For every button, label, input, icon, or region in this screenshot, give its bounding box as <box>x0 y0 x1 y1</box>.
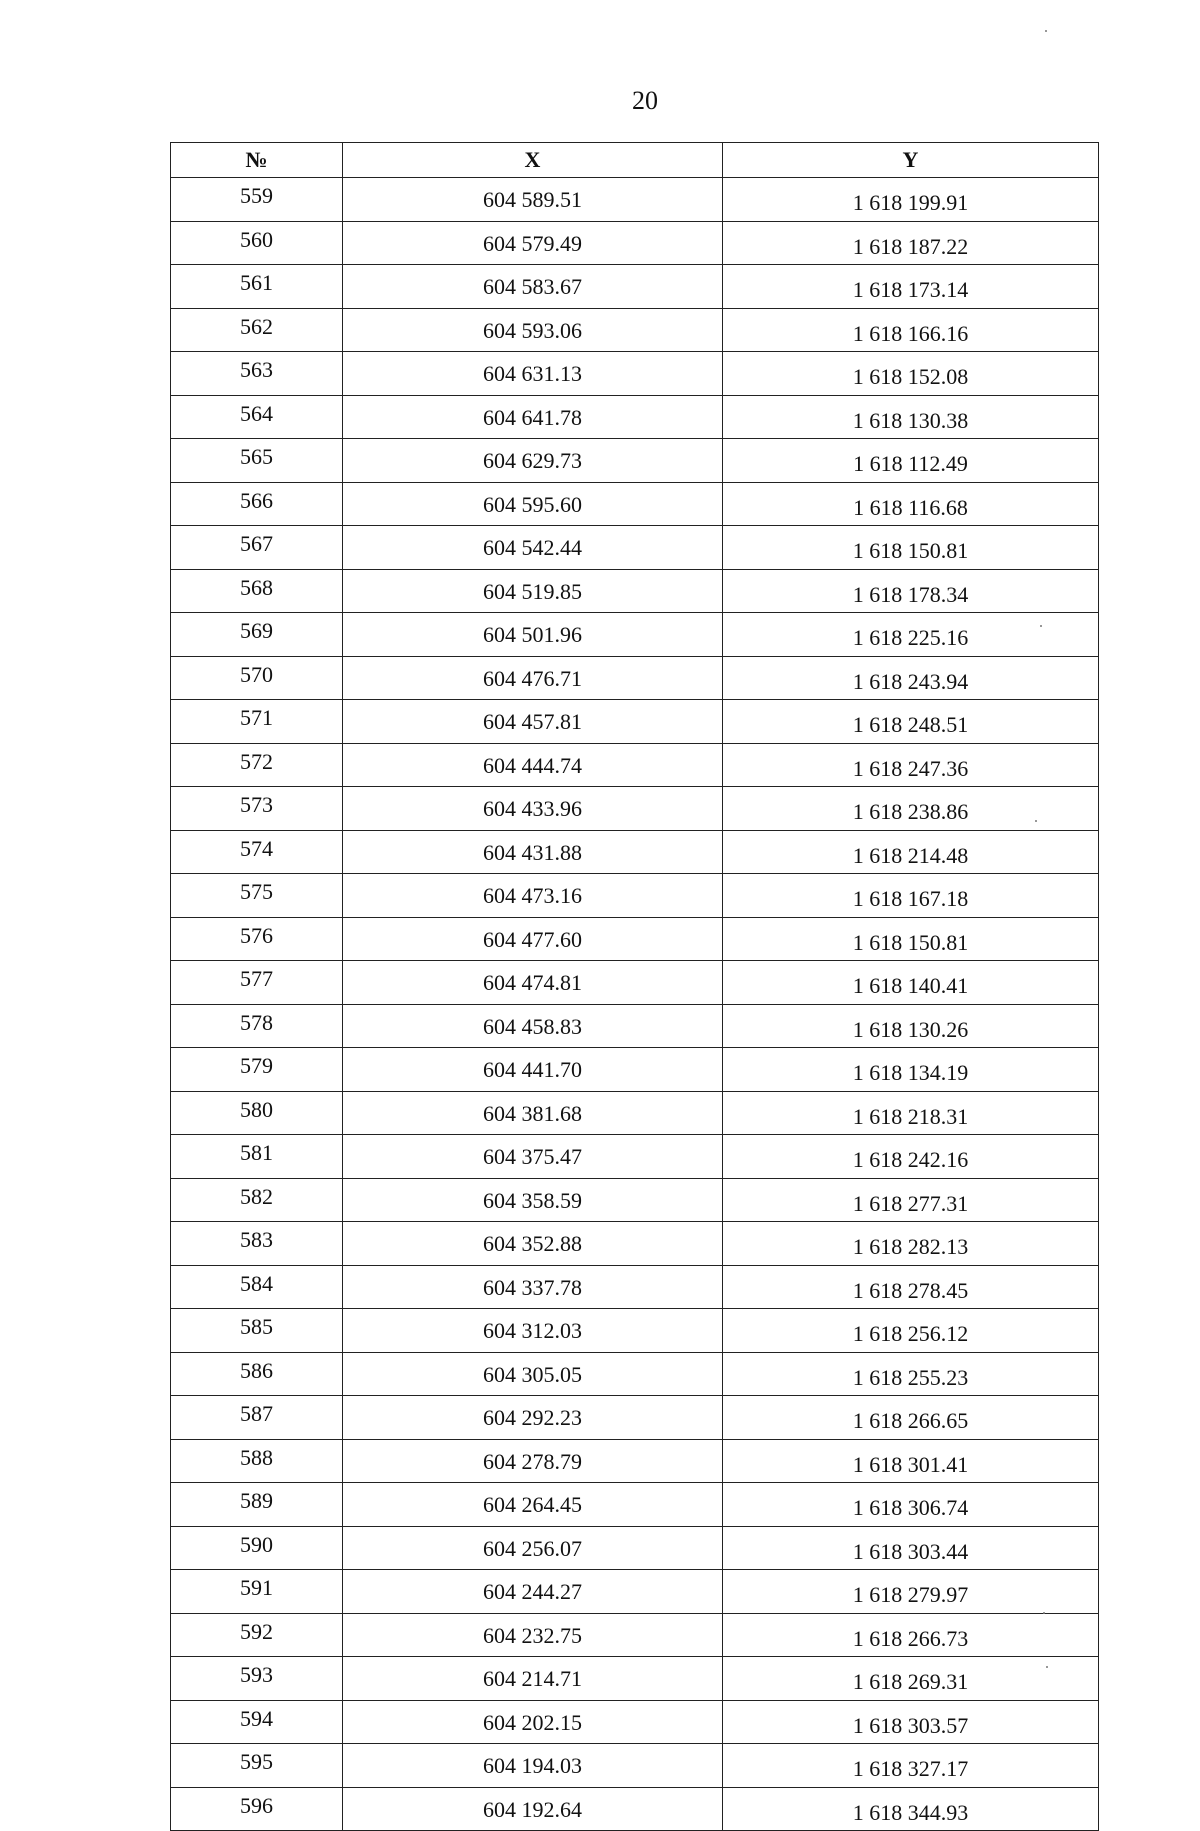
x-coordinate: 604 337.78 <box>343 1265 723 1309</box>
row-number: 582 <box>171 1178 343 1222</box>
x-coordinate: 604 641.78 <box>343 395 723 439</box>
y-coordinate: 1 618 152.08 <box>723 352 1099 396</box>
row-number: 592 <box>171 1613 343 1657</box>
x-coordinate: 604 244.27 <box>343 1570 723 1614</box>
table-row <box>171 569 1099 613</box>
table-row <box>171 352 1099 396</box>
row-number: 596 <box>171 1787 343 1831</box>
x-coordinate: 604 629.73 <box>343 439 723 483</box>
y-coordinate: 1 618 301.41 <box>723 1439 1099 1483</box>
table-row <box>171 1787 1099 1831</box>
row-number: 563 <box>171 352 343 396</box>
scan-speck <box>1035 820 1037 822</box>
row-number: 594 <box>171 1700 343 1744</box>
table-row <box>171 1439 1099 1483</box>
y-coordinate: 1 618 243.94 <box>723 656 1099 700</box>
x-coordinate: 604 542.44 <box>343 526 723 570</box>
row-number: 586 <box>171 1352 343 1396</box>
table-row <box>171 1570 1099 1614</box>
row-number: 578 <box>171 1004 343 1048</box>
row-number: 570 <box>171 656 343 700</box>
coordinates-table <box>170 142 1099 1831</box>
header-y: Y <box>723 143 1099 178</box>
header-x: X <box>343 143 723 178</box>
row-number: 559 <box>171 178 343 222</box>
x-coordinate: 604 519.85 <box>343 569 723 613</box>
x-coordinate: 604 583.67 <box>343 265 723 309</box>
x-coordinate: 604 593.06 <box>343 308 723 352</box>
x-coordinate: 604 192.64 <box>343 1787 723 1831</box>
y-coordinate: 1 618 218.31 <box>723 1091 1099 1135</box>
header-number: № <box>171 143 343 178</box>
scan-speck <box>1045 30 1047 32</box>
row-number: 591 <box>171 1570 343 1614</box>
table-row <box>171 1352 1099 1396</box>
row-number: 588 <box>171 1439 343 1483</box>
x-coordinate: 604 473.16 <box>343 874 723 918</box>
row-number: 577 <box>171 961 343 1005</box>
table-row <box>171 1135 1099 1179</box>
x-coordinate: 604 589.51 <box>343 178 723 222</box>
table-row <box>171 656 1099 700</box>
table-row <box>171 1309 1099 1353</box>
y-coordinate: 1 618 173.14 <box>723 265 1099 309</box>
table-row <box>171 1222 1099 1266</box>
x-coordinate: 604 312.03 <box>343 1309 723 1353</box>
table-row <box>171 787 1099 831</box>
row-number: 562 <box>171 308 343 352</box>
x-coordinate: 604 631.13 <box>343 352 723 396</box>
table-row <box>171 1483 1099 1527</box>
y-coordinate: 1 618 187.22 <box>723 221 1099 265</box>
y-coordinate: 1 618 167.18 <box>723 874 1099 918</box>
table-header <box>171 143 1099 178</box>
table-row <box>171 395 1099 439</box>
x-coordinate: 604 305.05 <box>343 1352 723 1396</box>
y-coordinate: 1 618 255.23 <box>723 1352 1099 1396</box>
y-coordinate: 1 618 306.74 <box>723 1483 1099 1527</box>
x-coordinate: 604 232.75 <box>343 1613 723 1657</box>
scan-speck <box>1043 1612 1045 1614</box>
y-coordinate: 1 618 214.48 <box>723 830 1099 874</box>
y-coordinate: 1 618 134.19 <box>723 1048 1099 1092</box>
x-coordinate: 604 579.49 <box>343 221 723 265</box>
x-coordinate: 604 214.71 <box>343 1657 723 1701</box>
row-number: 573 <box>171 787 343 831</box>
y-coordinate: 1 618 112.49 <box>723 439 1099 483</box>
row-number: 560 <box>171 221 343 265</box>
row-number: 564 <box>171 395 343 439</box>
row-number: 595 <box>171 1744 343 1788</box>
table-row <box>171 308 1099 352</box>
table-row <box>171 874 1099 918</box>
x-coordinate: 604 457.81 <box>343 700 723 744</box>
x-coordinate: 604 476.71 <box>343 656 723 700</box>
y-coordinate: 1 618 140.41 <box>723 961 1099 1005</box>
y-coordinate: 1 618 150.81 <box>723 526 1099 570</box>
row-number: 589 <box>171 1483 343 1527</box>
x-coordinate: 604 202.15 <box>343 1700 723 1744</box>
y-coordinate: 1 618 248.51 <box>723 700 1099 744</box>
y-coordinate: 1 618 166.16 <box>723 308 1099 352</box>
row-number: 566 <box>171 482 343 526</box>
y-coordinate: 1 618 247.36 <box>723 743 1099 787</box>
row-number: 575 <box>171 874 343 918</box>
table-row <box>171 700 1099 744</box>
y-coordinate: 1 618 303.44 <box>723 1526 1099 1570</box>
table-row <box>171 1396 1099 1440</box>
y-coordinate: 1 618 199.91 <box>723 178 1099 222</box>
table-row <box>171 439 1099 483</box>
x-coordinate: 604 433.96 <box>343 787 723 831</box>
x-coordinate: 604 264.45 <box>343 1483 723 1527</box>
x-coordinate: 604 292.23 <box>343 1396 723 1440</box>
row-number: 574 <box>171 830 343 874</box>
x-coordinate: 604 501.96 <box>343 613 723 657</box>
x-coordinate: 604 278.79 <box>343 1439 723 1483</box>
scan-speck <box>1040 625 1042 627</box>
row-number: 571 <box>171 700 343 744</box>
y-coordinate: 1 618 269.31 <box>723 1657 1099 1701</box>
y-coordinate: 1 618 327.17 <box>723 1744 1099 1788</box>
table-row <box>171 1178 1099 1222</box>
table-row <box>171 830 1099 874</box>
x-coordinate: 604 431.88 <box>343 830 723 874</box>
y-coordinate: 1 618 150.81 <box>723 917 1099 961</box>
table-row <box>171 1700 1099 1744</box>
table-row <box>171 1265 1099 1309</box>
row-number: 569 <box>171 613 343 657</box>
y-coordinate: 1 618 225.16 <box>723 613 1099 657</box>
row-number: 584 <box>171 1265 343 1309</box>
table-row <box>171 743 1099 787</box>
table-row <box>171 1048 1099 1092</box>
table-row <box>171 526 1099 570</box>
table-row <box>171 178 1099 222</box>
x-coordinate: 604 477.60 <box>343 917 723 961</box>
x-coordinate: 604 444.74 <box>343 743 723 787</box>
header-row <box>171 143 1099 178</box>
y-coordinate: 1 618 266.73 <box>723 1613 1099 1657</box>
y-coordinate: 1 618 238.86 <box>723 787 1099 831</box>
table-row <box>171 265 1099 309</box>
table-row <box>171 482 1099 526</box>
table-row <box>171 1526 1099 1570</box>
x-coordinate: 604 595.60 <box>343 482 723 526</box>
x-coordinate: 604 474.81 <box>343 961 723 1005</box>
page-number: 20 <box>632 86 658 115</box>
x-coordinate: 604 381.68 <box>343 1091 723 1135</box>
table-row <box>171 1613 1099 1657</box>
row-number: 576 <box>171 917 343 961</box>
table-row <box>171 221 1099 265</box>
row-number: 567 <box>171 526 343 570</box>
y-coordinate: 1 618 242.16 <box>723 1135 1099 1179</box>
y-coordinate: 1 618 266.65 <box>723 1396 1099 1440</box>
row-number: 579 <box>171 1048 343 1092</box>
y-coordinate: 1 618 344.93 <box>723 1787 1099 1831</box>
y-coordinate: 1 618 256.12 <box>723 1309 1099 1353</box>
x-coordinate: 604 352.88 <box>343 1222 723 1266</box>
table-row <box>171 613 1099 657</box>
row-number: 581 <box>171 1135 343 1179</box>
row-number: 590 <box>171 1526 343 1570</box>
row-number: 580 <box>171 1091 343 1135</box>
y-coordinate: 1 618 178.34 <box>723 569 1099 613</box>
row-number: 565 <box>171 439 343 483</box>
table-body <box>171 178 1099 1831</box>
y-coordinate: 1 618 303.57 <box>723 1700 1099 1744</box>
y-coordinate: 1 618 116.68 <box>723 482 1099 526</box>
y-coordinate: 1 618 130.38 <box>723 395 1099 439</box>
x-coordinate: 604 194.03 <box>343 1744 723 1788</box>
table-row <box>171 961 1099 1005</box>
x-coordinate: 604 458.83 <box>343 1004 723 1048</box>
table-row <box>171 1657 1099 1701</box>
y-coordinate: 1 618 282.13 <box>723 1222 1099 1266</box>
row-number: 587 <box>171 1396 343 1440</box>
x-coordinate: 604 441.70 <box>343 1048 723 1092</box>
row-number: 561 <box>171 265 343 309</box>
table-row <box>171 1004 1099 1048</box>
row-number: 568 <box>171 569 343 613</box>
row-number: 583 <box>171 1222 343 1266</box>
scan-speck <box>1046 1666 1048 1668</box>
table-row <box>171 1744 1099 1788</box>
y-coordinate: 1 618 277.31 <box>723 1178 1099 1222</box>
y-coordinate: 1 618 279.97 <box>723 1570 1099 1614</box>
row-number: 585 <box>171 1309 343 1353</box>
row-number: 593 <box>171 1657 343 1701</box>
x-coordinate: 604 375.47 <box>343 1135 723 1179</box>
x-coordinate: 604 256.07 <box>343 1526 723 1570</box>
x-coordinate: 604 358.59 <box>343 1178 723 1222</box>
table-row <box>171 917 1099 961</box>
y-coordinate: 1 618 130.26 <box>723 1004 1099 1048</box>
y-coordinate: 1 618 278.45 <box>723 1265 1099 1309</box>
row-number: 572 <box>171 743 343 787</box>
table-row <box>171 1091 1099 1135</box>
